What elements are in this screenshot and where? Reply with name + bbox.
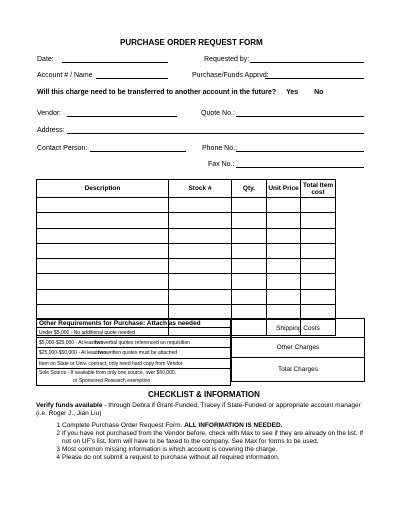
verify-funds-bold: Verify funds available <box>36 402 103 409</box>
table-cell[interactable] <box>37 198 169 213</box>
checklist-items <box>36 422 366 462</box>
checklist-item <box>52 422 366 430</box>
requirements-box <box>36 318 231 386</box>
table-row <box>37 228 336 243</box>
charges-table <box>231 318 365 382</box>
table-header-row <box>37 180 336 198</box>
other-charges-label: Other Charges <box>232 338 365 358</box>
checklist-item-number: 4 <box>56 454 60 461</box>
req-5000-bold: two <box>94 339 104 346</box>
table-cell[interactable] <box>169 259 232 274</box>
contact-person-label: Contact Person: <box>37 145 88 152</box>
table-cell[interactable] <box>232 198 267 213</box>
table-cell[interactable] <box>232 289 267 304</box>
table-cell[interactable] <box>267 198 301 213</box>
requirement-sole-source-text: Sole Source - If available from only one source, over $50,000, <box>39 370 177 376</box>
requirement-sole-source-2 <box>37 377 230 385</box>
page-title: PURCHASE ORDER REQUEST FORM <box>120 38 263 47</box>
checklist-item-text-wrap <box>62 422 282 430</box>
phone-no-field[interactable] <box>236 151 364 152</box>
checklist-item <box>52 430 366 446</box>
address-label: Address: <box>37 127 65 134</box>
quote-no-label: Quote No.: <box>201 110 235 117</box>
table-cell[interactable] <box>37 243 169 258</box>
table-cell[interactable] <box>37 228 169 243</box>
verify-funds-note <box>36 402 366 418</box>
phone-no-label: Phone No.: <box>202 145 238 152</box>
checklist-item-bold: ALL INFORMATION IS NEEDED. <box>184 422 283 429</box>
shipping-costs-label: Shipping Costs <box>232 319 365 338</box>
checklist-item-text: Complete Purchase Order Request Form. <box>62 422 185 429</box>
table-cell[interactable] <box>301 198 336 213</box>
table-row <box>37 289 336 304</box>
table-row <box>37 259 336 274</box>
checklist-item-number: 1 <box>56 422 60 429</box>
requirement-sole-source-2-text: or Sponsored Research exemption <box>73 378 151 384</box>
checklist-item-number: 2 <box>56 430 60 437</box>
date-label: Date: <box>37 56 54 63</box>
table-row <box>37 243 336 258</box>
items-table <box>36 179 336 336</box>
table-cell[interactable] <box>267 243 301 258</box>
table-cell[interactable] <box>301 274 336 289</box>
table-cell[interactable] <box>37 213 169 228</box>
checklist-item <box>52 446 366 454</box>
table-row <box>37 274 336 289</box>
table-cell[interactable] <box>232 228 267 243</box>
checklist-title: CHECKLIST & INFORMATION <box>148 390 260 399</box>
table-cell[interactable] <box>169 243 232 258</box>
table-cell[interactable] <box>301 228 336 243</box>
fax-no-field[interactable] <box>236 167 364 168</box>
contact-person-field[interactable] <box>90 151 186 152</box>
table-cell[interactable] <box>267 213 301 228</box>
table-cell[interactable] <box>267 259 301 274</box>
requirement-state-contract-text: Item on State or Univ. contract, only need hard copy from Vendor <box>39 360 183 367</box>
header-description: Description <box>37 180 169 198</box>
table-cell[interactable] <box>37 274 169 289</box>
checklist-item-text-wrap <box>62 454 280 462</box>
table-cell[interactable] <box>37 289 169 304</box>
table-cell[interactable] <box>301 213 336 228</box>
date-field[interactable] <box>62 62 168 63</box>
checklist-item-text: If you have not purchased from the Vendor before, check with Max to see if they are already on the list. If not on UF's list, form will have to be faxed to the company. See Max for forms to be used. <box>62 430 363 445</box>
table-cell[interactable] <box>169 289 232 304</box>
table-cell[interactable] <box>301 259 336 274</box>
req-25000-bold: two <box>97 350 107 356</box>
address-field[interactable] <box>67 133 364 134</box>
requirements-header: Other Requirements for Purchase: Attach as needed <box>37 319 230 328</box>
yes-option[interactable]: Yes <box>286 89 299 96</box>
verify-funds-text: - through Debra if Grant-Funded, Tracey if State-Funded or appropriate account manager (i.e. Roger J., Jian Liu) <box>36 402 361 417</box>
total-charges-label: Total Charges <box>232 358 365 382</box>
req-5000-post: verbal quotes referenced on requisition <box>103 339 190 346</box>
requirement-sole-source <box>37 369 230 377</box>
table-cell[interactable] <box>232 259 267 274</box>
table-cell[interactable] <box>169 228 232 243</box>
purchase-approval-label: Purchase/Funds Apprvd: <box>192 72 269 79</box>
account-label: Account # / Name <box>37 72 93 79</box>
checklist-item <box>52 454 366 462</box>
checklist-item-text-wrap <box>62 446 277 454</box>
table-cell[interactable] <box>232 243 267 258</box>
table-cell[interactable] <box>37 259 169 274</box>
purchase-approval-field[interactable] <box>265 78 364 79</box>
table-cell[interactable] <box>267 289 301 304</box>
table-cell[interactable] <box>267 228 301 243</box>
header-qty: Qty. <box>232 180 267 198</box>
requirement-5000-25000 <box>37 338 230 348</box>
transfer-question <box>37 89 323 96</box>
table-cell[interactable] <box>232 274 267 289</box>
table-cell[interactable] <box>267 274 301 289</box>
vendor-label: Vendor: <box>37 110 62 117</box>
table-row <box>37 213 336 228</box>
requirement-under-5000-text: Under $5,000 - No additional quote needed <box>39 329 135 336</box>
req-25000-pre: $25,000-$50,000 - At least <box>39 350 98 356</box>
checklist-item-number: 3 <box>56 446 60 453</box>
checklist-section <box>36 402 366 462</box>
transfer-question-text: Will this charge need to be transferred to another account in the future? <box>37 89 277 96</box>
requirement-25000-50000 <box>37 348 230 359</box>
checklist-item-text: Most common missing information is which account is covering the charge. <box>62 446 278 453</box>
checklist-item-text-wrap <box>62 430 366 446</box>
table-cell[interactable] <box>301 243 336 258</box>
table-cell[interactable] <box>169 274 232 289</box>
fax-no-label: Fax No.: <box>208 161 235 168</box>
table-cell[interactable] <box>232 213 267 228</box>
req-25000-post: written quotes must be attached <box>106 350 178 356</box>
quote-no-field[interactable] <box>236 116 364 117</box>
req-5000-pre: $5,000-$25,000 - At least <box>39 339 95 346</box>
account-field[interactable] <box>96 78 168 79</box>
table-row <box>37 198 336 213</box>
requirement-under-5000 <box>37 328 230 338</box>
table-cell[interactable] <box>301 289 336 304</box>
vendor-field[interactable] <box>67 116 177 117</box>
requested-by-label: Requested by: <box>204 56 250 63</box>
no-option[interactable]: No <box>314 89 324 96</box>
header-stock: Stock # <box>169 180 232 198</box>
requested-by-field[interactable] <box>250 62 364 63</box>
header-unit-price: Unit Price <box>267 180 301 198</box>
table-cell[interactable] <box>169 213 232 228</box>
requirement-state-contract <box>37 359 230 369</box>
table-cell[interactable] <box>169 198 232 213</box>
header-total-item-cost: Total Item cost <box>301 180 336 198</box>
checklist-item-text: Please do not submit a request to purchase without all required information. <box>62 454 280 461</box>
